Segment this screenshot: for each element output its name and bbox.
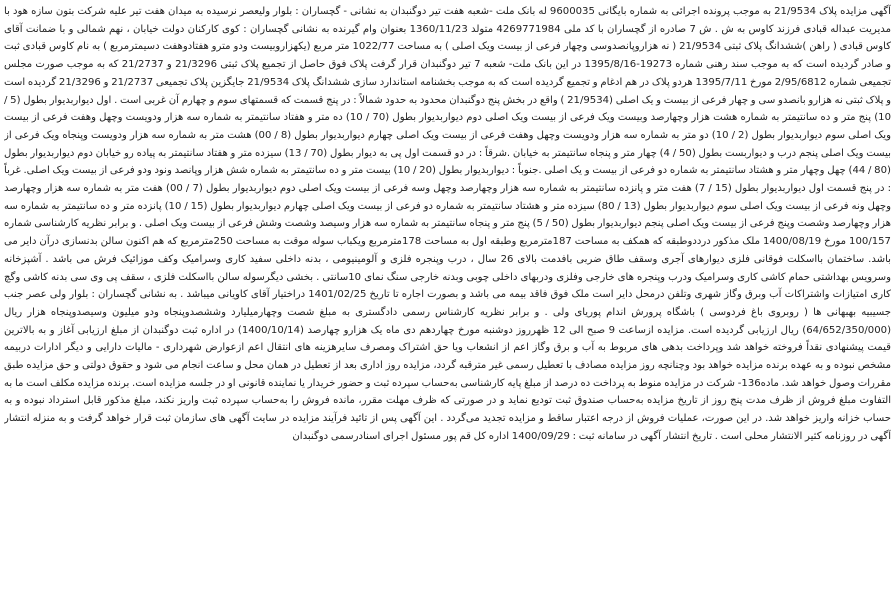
notice-body-text: آگهی مزایده پلاک 21/9534 به موجب پرونده اجرائی به شماره بایگانی 9600035 له بانک ملت -شعبه هفت تیر دوگنبدان به نشانی - گچساران : بلوار ولیعصر نرسیده به میدان هفت تیر علیه شرکت بتون سازه هود با مدیریت عبداله قبادی فرزند کاوس به ش . ش 7 صادره از گچساران با کد ملی 4269771984 متولد 1360/11/23 بعنوان وام گیرنده به نشانی گچساران : کوی کارکنان دولت خیابان ، نهم شمالی و با ضمانت آقای کاوس قبادی ( راهن )ششدانگ پلاک ثبتی 21/9534 ( نه هزاروپانصدوسی وچهار فرعی از بیست ویک اصلی ) به مساحت 1022/77 متر مربع (یکهزاروبیست ودو مترو هفتادوهفت دسیمترمربع ) به نام کاوس قبادی ثبت و صادر گردیده است که به موجب سند رهنی شماره 19273-1395/8/16 در این بانک ملت- شعبه 7 تیر دوگنبدان قرار گرفت پلاک فوق حاصل از تجمیع پلاک ثبتی 21/3296 و 21/2737 که به موجب صورت مجلس تجمیعی شماره 2/95/6812 مورخ 1395/7/11 هردو پلاک در هم ادغام و تجمیع گردیده است که به موجب بخشنامه استاندارد سازی ششدانگ پلاک 21/9534 جایگزین پلاک تجمیعی 21/2737 و 21/3296 گردیده است و پلاک ثبتی نه هزارو بانصدو سی و چهار فرعی از بیست و یک اصلی (21/9534 ) واقع در بخش پنج دوگنبدان محدود به حدود شمالاً : در پنج قسمت که قسمتهای سوم و چهارم آن غربی است . اول دیواربدیوار بطول (5 / 10) پنج متر و ده سانتیمتر به شماره هشت هزار وچهارصد وبیست ویک فرعی از بیست ویک اصلی دوم دیواربدیوار بطول (70 / 10) ده متر و هفتاد سانتیمتر به شماره سه هزار ودویست وچهل وهفت فرعی از بیست ویک اصلی سوم دیواربدیوار بطول (2 / 10) دو متر به شماره سه هزار ودویست وچهل وهفت فرعی از بیست ویک اصلی چهارم دیواربدیوار بطول (8 / 00) هشت متر به شماره سه هزار ودویست وپنجاه ویک فرعی از بیست ویک اصلی پنجم درب و دیواربست بطول (50 / 4) چهار متر و پنجاه سانتیمتر به خیابان .شرقاً : در دو قسمت اول پی به دیوار بطول (70 / 13) سیزده متر و هفتاد سانتیمتر به پیاده رو خیابان دوم دیواربدیوار بطول (80 / 44) چهل وچهار متر و هشتاد سانتیمتر به شماره دو فرعی از بیست و یک اصلی .جنوباً : دیواربدیوار بطول (20 / 10) بیست متر و ده سانتیمتر به شماره شش هزار وپانصد ونود ودو فرعی از بیست ویک اصلی. غرباً : در پنج قسمت اول دیواربدیوار بطول (15 / 7) هفت متر و پانزده سانتیمتر به شماره سه هزار وچهارصد وچهل وسه فرعی از بیست ویک اصلی دوم دیواربدیوار بطول (7 / 00) هفت متر به شماره سه هزار وچهارصد وچهل ونه فرعی از بیست ویک اصلی سوم دیواربدیوار بطول (13 / 80) سیزده متر و هشتاد سانتیمتر به شماره دو فرعی از بیست ویک اصلی چهارم دیواربدیوار بطول (15 / 10) پانزده متر و ده سانتیمتر به شماره سه هزار وچهارصد وشصت وپنج فرعی از بیست ویک اصلی پنجم دیواربدیوار بطول (50 / 5) پنج متر و پنجاه سانتیمتر به شماره سه هزار وسیصد وشصت وشش فرعی از بیست ویک اصلی . و برابر نظریه کارشناسی شماره 100/157 مورخ 1400/08/19 ملک مذکور درددوطبقه که همکف به مساحت 187مترمربع وطبقه اول به مساحت 178مترمربع ویکباب سوله موقت به مساحت 250مترمربع که هم اکنون سالن بدنسازی درآن دایر می باشد. ساختمان بااسکلت فوقانی فلزی دیوارهای آجری وسقف طاق ضربی بافدمت بالای 26 سال ، درب وپنجره فلزی و آلومینیومی ، بدنه داخلی سفید کاری وسرامیک وکف موزائیک فرش می باشد . آشپزخانه وسرویس بهداشتی حمام کاشی کاری وسرامیک ودرب وپنجره های خارجی وفلزی ودربهای داخلی چوبی وبدنه خارجی سنگ نمای 10سانتی . بخشی دیگرسوله سالن بااسکلت فلزی ، سقف پی وی سی بدنه کاشی وگچ کاری امتیازات واشتراکات آب وبرق وگاز شهری وتلفن درمحل دایر است ملک فوق فاقد بیمه می باشد و بصورت اجاره تا تاریخ 1401/02/25 دراختیار آقای کاویانی میباشد . به نشانی گچساران : بلوار ولی عصر جنب جسیبیه بهبهانی ها ( روبروی باغ فردوسی ) باشگاه پرورش اندام پوریای ولی . و برابر نظریه کارشناس رسمی دادگستری به مبلغ شصت وچهارمیلیارد وششصدوپنجاه ودو میلیون وسیصدوپنجاه هزار ریال (64/652/350/000) ریال ارزیابی گردیده است. مزایده ازساعت 9 صبح الی 12 ظهرروز دوشنبه مورخ چهاردهم دی ماه یک هزارو چهارصد (1400/10/14) در اداره ثبت دوگنبدان از مبلغ ارزیابی آغاز و به بالاترین قیمت پیشنهادی نقداً فروخته خواهد شد وپرداخت بدهی های مربوط به آب و برق وگاز اعم از انشعاب ویا حق اشتراک ومصرف سایرهزینه های انتقال اعم ازعوارض شهرداری - مالیات دارایی و دیگر ادارات دربیمه مشخص نبوده و به عهده برنده مزایده خواهد بود وچنانچه روز مزایده مصادف با تعطیل رسمی غیر مترقبه گردد، مزایده روز اداری بعد از تعطیل در همان محل و ساعت انجام می شود و حقوق دولتی و حق مزایده طبق مقررات وصول خواهد شد. ماده136- شرکت در مزایده منوط به پرداخت ده درصد از مبلغ پایه کارشناسی به‌حساب سپرده ثبت و حضور خریدار یا نماینده قانونی او در جلسه مزایده است. برنده مزایده مکلف است ما به التفاوت مبلغ فروش از ظرف مدت پنج روز از تاریخ مزایده به‌حساب صندوق ثبت تودیع نماید و در صورتی که ظرف مهلت مقرر، مانده فروش را به‌حساب سپرده ثبت واریز نکند، مبلغ مذکور قابل استرداد نبوده و به حساب خزانه واریز خواهد شد. در این صورت، عملیات فروش از درجه اعتبار ساقط و مزایده تجدید می‌گردد . این آگهی پس از تائید فرآیند مزایده در سایت آگهی های سازمان ثبت قرار خواهد گرفت و به منزله انتشار آگهی در روزنامه کثیر الانتشار محلی است . تاریخ انتشار آگهی در سامانه ثبت : 1400/09/29 اداره کل قم پور مسئول اجرای اسنادرسمی دوگنبدان [4,6,891,442]
auction-notice [4,3,891,608]
